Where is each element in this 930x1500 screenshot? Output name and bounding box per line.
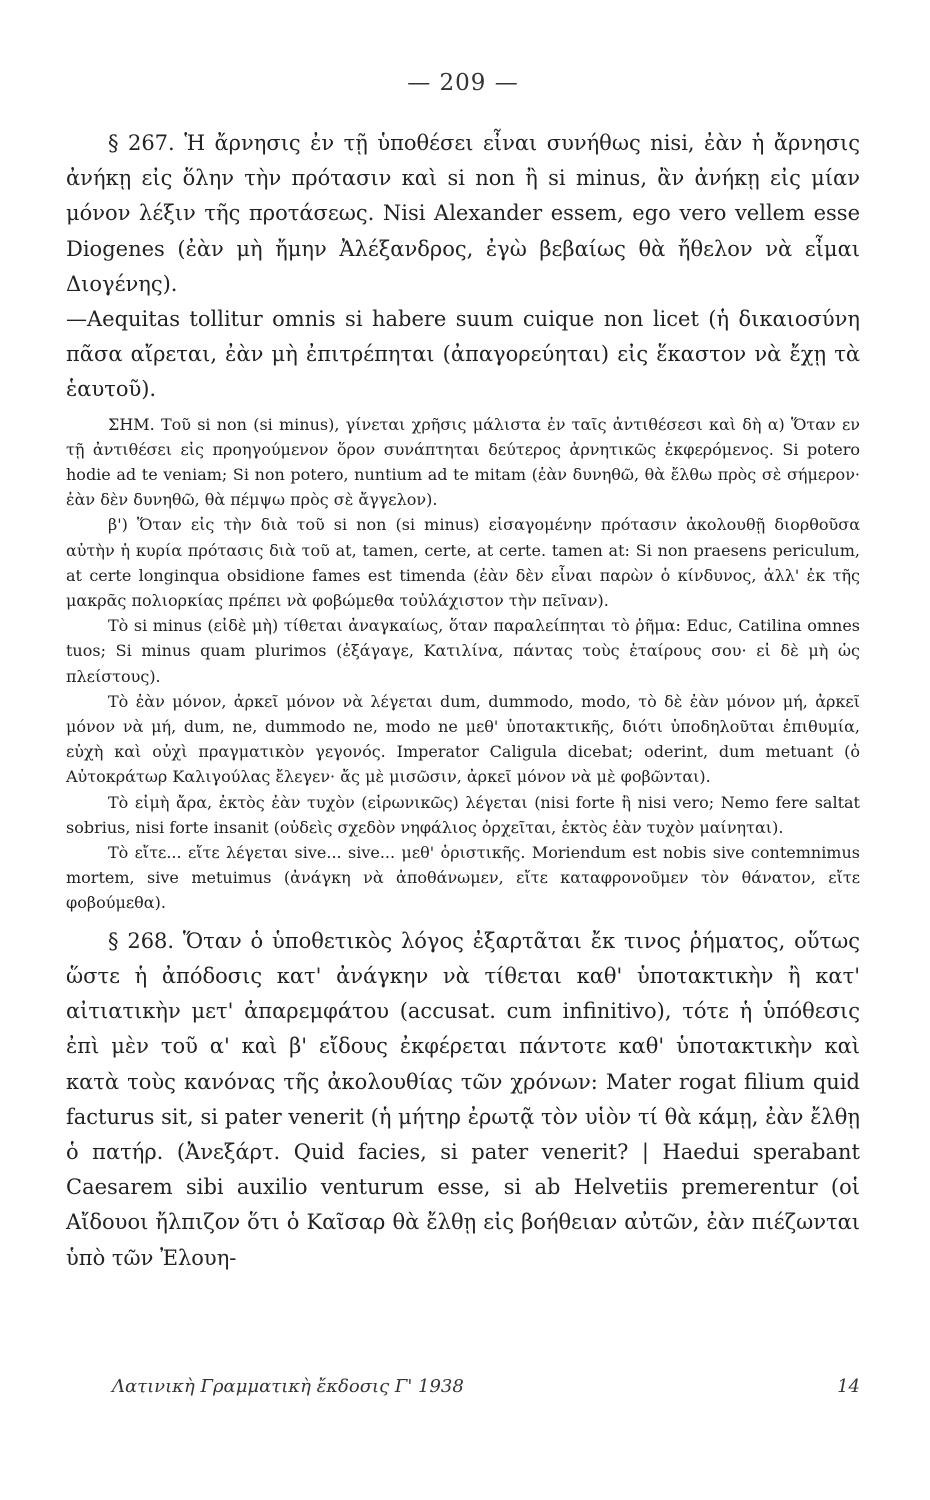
- si-minus-paragraph: Τὸ si minus (εἰδὲ μὴ) τίθεται ἀναγκαίως, ὅταν παραλείπηται τὸ ῥῆμα: Educ, Catilina omnes tuos; Si minus quam plurimos (ἐξάγαγε, Κατιλίνα, πάντας τοὺς ἑταίρους σου· εἰ δὲ μὴ ὡς πλείστους).: [66, 616, 860, 686]
- section-268-paragraph: § 268. Ὅταν ὁ ὑποθετικὸς λόγος ἐξαρτᾶται ἔκ τινος ῥήματος, οὕτως ὥστε ἡ ἀπόδοσις κατ' ἀνάγκην νὰ τίθεται καθ' ὑποτακτικὴν ἢ κατ' αἰτιατικὴν μετ' ἀπαρεμφάτου (accusat. cum infinitivo), τότε ἡ ὑπόθεσις ἐπὶ μὲν τοῦ α' καὶ β' εἴδους ἐκφέρεται πάντοτε καθ' ὑποτακτικὴν καὶ κατὰ τοὺς κανόνας τῆς ἀκολουθίας τῶν χρόνων: Mater rogat filium quid facturus sit, si pater venerit (ἡ μήτηρ ἐρωτᾷ τὸν υἱὸν τί θὰ κάμῃ, ἐὰν ἔλθῃ ὁ πατήρ. (Ἀνεξάρτ. Quid facies, si pater venerit? | Haedui sperabant Caesarem sibi auxilio venturum esse, si ab Helvetiis premerentur (οἱ Αἴδουοι ἤλπιζον ὅτι ὁ Καῖσαρ θὰ ἔλθῃ εἰς βοήθειαν αὐτῶν, ἐὰν πιέζωνται ὑπὸ τῶν Ἐλουη-: [66, 928, 860, 1270]
- page-footer: [112, 1376, 860, 1397]
- section-267-paragraph: § 267. Ἡ ἄρνησις ἐν τῇ ὑποθέσει εἶναι συνήθως nisi, ἐὰν ἡ ἄρνησις ἀνήκῃ εἰς ὅλην τὴν πρότασιν καὶ si non ἢ si minus, ἂν ἀνήκῃ εἰς μίαν μόνον λέξιν τῆς προτάσεως. Nisi Alexander essem, ego vero vellem esse Diogenes (ἐὰν μὴ ἤμην Ἀλέξανδρος, ἐγὼ βεβαίως θὰ ἤθελον νὰ εἶμαι Διογένης).: [66, 131, 860, 296]
- aequitas-paragraph: —Aequitas tollitur omnis si habere suum cuique non licet (ἡ δικαιοσύνη πᾶσα αἴρεται, ἐὰν μὴ ἐπιτρέπηται (ἀπαγορεύηται) εἰς ἕκαστον νὰ ἔχῃ τὰ ἑαυτοῦ).: [66, 307, 860, 402]
- note-paragraph: ΣΗΜ. Τοῦ si non (si minus), γίνεται χρῆσις μάλιστα ἐν ταῖς ἀντιθέσεσι καὶ δὴ α) Ὅταν εν τῇ ἀντιθέσει εἰς προηγούμενον ὅρον συνάπτηται δεύτερος ἀρνητικῶς ἐκφερόμενος. Si potero hodie ad te veniam; Si non potero, nuntium ad te mitam (ἐὰν δυνηθῶ, θὰ ἔλθω πρὸς σὲ σήμερον· ἐὰν δὲν δυνηθῶ, θὰ πέμψω πρὸς σὲ ἄγγελον).: [66, 414, 860, 510]
- footer-signature: 14: [837, 1376, 860, 1397]
- dum-paragraph: Τὸ ἐὰν μόνον, ἀρκεῖ μόνον νὰ λέγεται dum, dummodo, modo, τὸ δὲ ἐὰν μόνον μή, ἀρκεῖ μόνον νὰ μή, dum, ne, dummodo ne, modo ne μεθ' ὑποτακτικῆς, διότι ὑποδηλοῦται ἐπιθυμία, εὐχὴ καὶ οὐχὶ πραγματικὸν γεγονός. Imperator Caligula dicebat; oderint, dum metuant (ὁ Αὐτοκράτωρ Καλιγούλας ἔλεγεν· ἄς μὲ μισῶσιν, ἀρκεῖ μόνον νὰ μὲ φοβῶνται).: [66, 691, 860, 787]
- sive-paragraph: Τὸ εἴτε... εἴτε λέγεται sive... sive... μεθ' ὁριστικῆς. Moriendum est nobis sive contemnimus mortem, sive metuimus (ἀνάγκη νὰ ἀποθάνωμεν, εἴτε καταφρονοῦμεν τὸν θάνατον, εἴτε φοβούμεθα).: [66, 843, 860, 913]
- note-b-paragraph: β') Ὅταν εἰς τὴν διὰ τοῦ si non (si minus) εἰσαγομένην πρότασιν ἀκολουθῇ διορθοῦσα αὐτὴν ἡ κυρία πρότασις διὰ τοῦ at, tamen, certe, at certe. tamen at: Si non praesens periculum, at certe longinqua obsidione fames est timenda (ἐὰν δὲν εἶναι παρὼν ὁ κίνδυνος, ἀλλ' ἐκ τῆς μακρᾶς πολιορκίας πρέπει νὰ φοβώμεθα τοὐλάχιστον τὴν πεῖναν).: [66, 515, 860, 611]
- footer-book-title: Λατινικὴ Γραμματικὴ ἔκδοσις Γ' 1938: [112, 1376, 464, 1397]
- nisi-forte-paragraph: Τὸ εἰμὴ ἄρα, ἐκτὸς ἐὰν τυχὸν (εἰρωνικῶς) λέγεται (nisi forte ἢ nisi vero; Nemo fere saltat sobrius, nisi forte insanit (οὐδεὶς σχεδὸν νηφάλιος ὀρχεῖται, ἐκτὸς ἐὰν τυχὸν μαίνηται).: [66, 792, 860, 837]
- page-number: — 209 —: [407, 70, 519, 96]
